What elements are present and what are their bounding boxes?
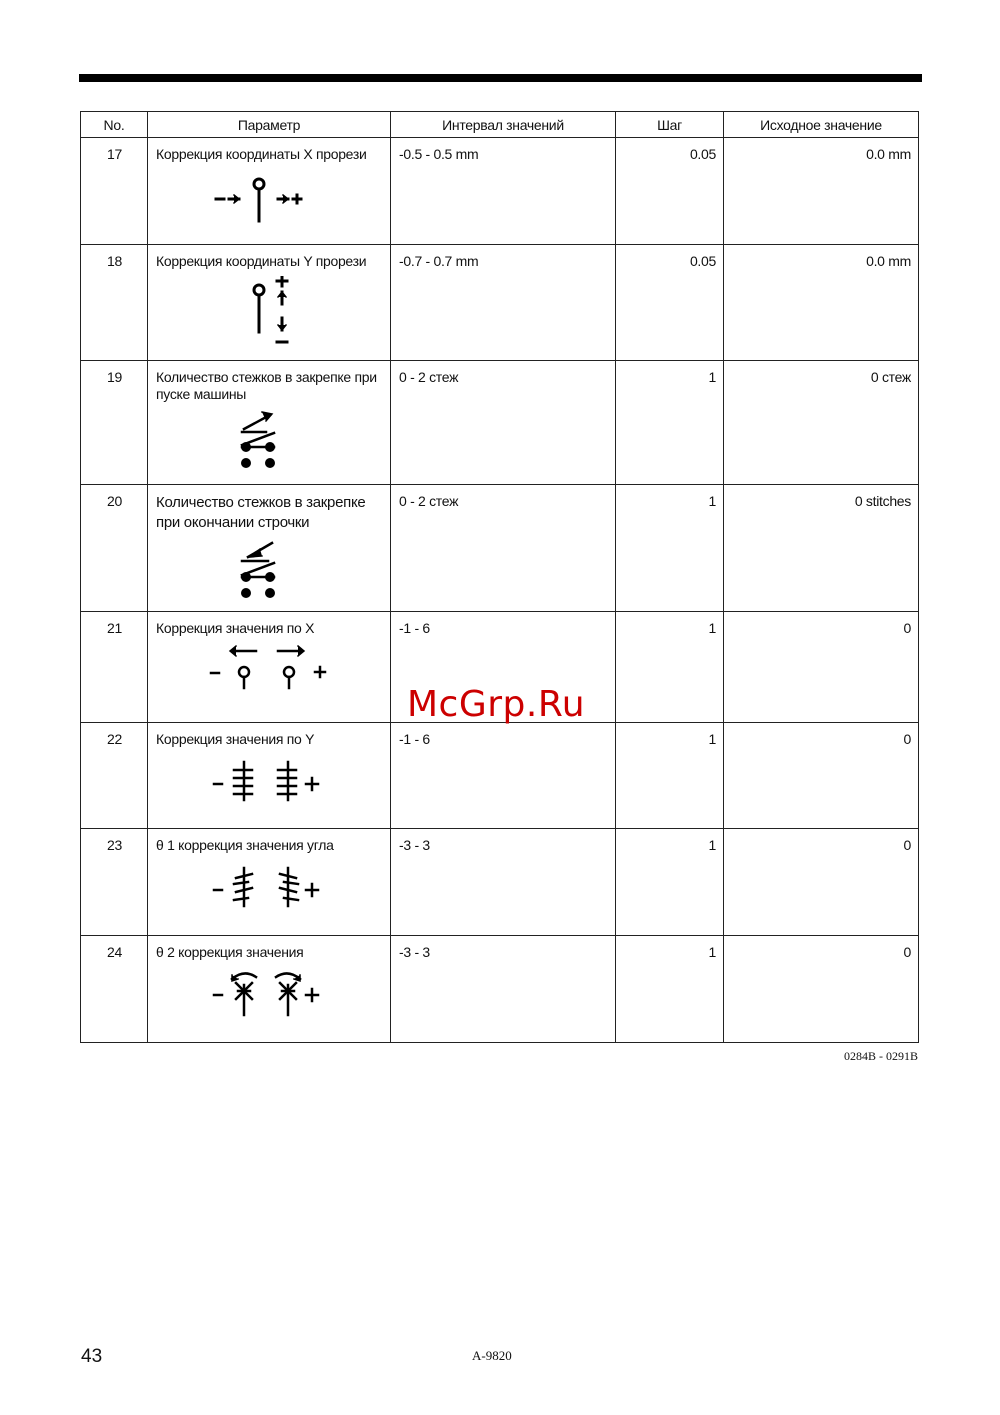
parameter-name: θ 2 коррекция значения [156, 944, 304, 960]
row-number: 24 [81, 936, 148, 1043]
x-value-correction-icon [156, 643, 383, 695]
step-cell: 1 [616, 829, 724, 936]
range-cell: 0 - 2 стеж [391, 361, 616, 485]
figure-code: 0284B - 0291B [843, 1049, 918, 1063]
row-number: 21 [81, 612, 148, 723]
step-cell: 1 [616, 485, 724, 612]
step-cell: 1 [616, 361, 724, 485]
parameter-cell [148, 829, 391, 936]
table-row [81, 723, 919, 829]
row-number: 20 [81, 485, 148, 612]
parameter-name: Коррекция координаты Y прорези [156, 253, 367, 269]
top-rule [79, 74, 922, 82]
parameter-cell [148, 612, 391, 723]
parameter-name: Количество стежков в закрепке при окончании строчки [156, 494, 366, 531]
parameter-cell [148, 485, 391, 612]
default-cell: 0.0 mm [724, 245, 919, 361]
row-number: 19 [81, 361, 148, 485]
header-range: Интервал значений [391, 112, 616, 138]
range-cell: -3 - 3 [391, 936, 616, 1043]
step-cell: 1 [616, 936, 724, 1043]
table-row [81, 245, 919, 361]
parameter-name: Количество стежков в закрепке при пуске машины [156, 369, 377, 402]
header-default: Исходное значение [724, 112, 919, 138]
parameter-cell [148, 138, 391, 245]
parameter-name: Коррекция координаты X прорези [156, 146, 367, 162]
table-row [81, 485, 919, 612]
step-cell: 0.05 [616, 245, 724, 361]
parameter-name: θ 1 коррекция значения угла [156, 837, 334, 853]
row-number: 17 [81, 138, 148, 245]
header-parameter: Параметр [148, 112, 391, 138]
step-cell: 1 [616, 723, 724, 829]
slot-y-correction-icon [156, 276, 383, 348]
range-cell: -0.7 - 0.7 mm [391, 245, 616, 361]
default-cell: 0 стеж [724, 361, 919, 485]
default-cell: 0.0 mm [724, 138, 919, 245]
y-value-correction-icon [156, 754, 383, 804]
default-cell: 0 stitches [724, 485, 919, 612]
row-number: 23 [81, 829, 148, 936]
default-cell: 0 [724, 829, 919, 936]
row-number: 18 [81, 245, 148, 361]
document-id: A-9820 [472, 1348, 512, 1363]
default-cell: 0 [724, 723, 919, 829]
start-tack-stitches-icon [156, 409, 383, 471]
range-cell: -0.5 - 0.5 mm [391, 138, 616, 245]
theta1-angle-correction-icon [156, 860, 383, 910]
parameter-cell [148, 245, 391, 361]
table-header-row [81, 112, 919, 138]
parameter-cell [148, 361, 391, 485]
end-tack-stitches-icon [156, 539, 383, 601]
range-cell: -1 - 6 [391, 723, 616, 829]
step-cell: 0.05 [616, 138, 724, 245]
parameter-name: Коррекция значения по X [156, 620, 315, 636]
page-number: 43 [81, 1346, 103, 1367]
default-cell: 0 [724, 936, 919, 1043]
table-row [81, 829, 919, 936]
header-no: No. [81, 112, 148, 138]
parameter-table [80, 111, 919, 1043]
parameter-cell [148, 936, 391, 1043]
table-row [81, 936, 919, 1043]
header-step: Шаг [616, 112, 724, 138]
range-cell: -3 - 3 [391, 829, 616, 936]
theta2-correction-icon [156, 967, 383, 1019]
parameter-name: Коррекция значения по Y [156, 731, 315, 747]
range-cell: 0 - 2 стеж [391, 485, 616, 612]
default-cell: 0 [724, 612, 919, 723]
parameter-cell [148, 723, 391, 829]
slot-x-correction-icon [156, 169, 383, 223]
range-cell: -1 - 6 [391, 612, 616, 723]
row-number: 22 [81, 723, 148, 829]
table-row [81, 361, 919, 485]
step-cell: 1 [616, 612, 724, 723]
table-row [81, 138, 919, 245]
watermark: McGrp.Ru [407, 684, 586, 725]
